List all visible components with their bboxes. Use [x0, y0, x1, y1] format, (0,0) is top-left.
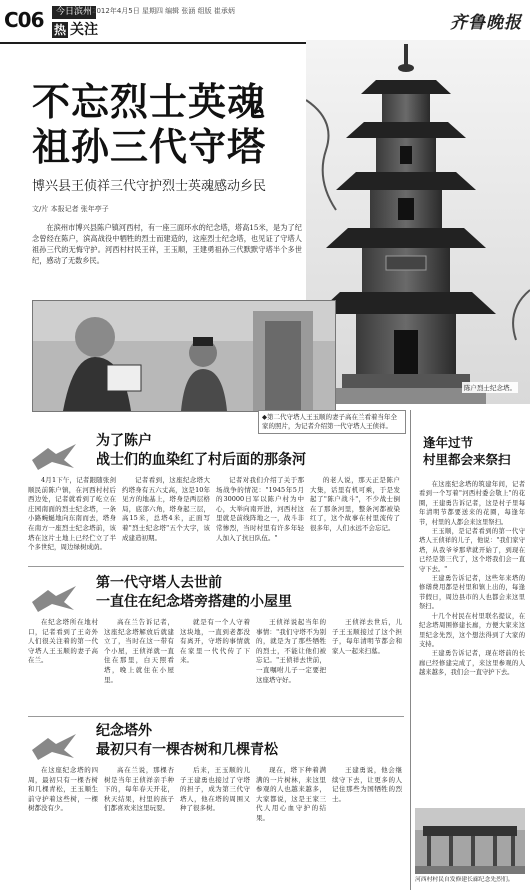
section-title: [52, 21, 98, 39]
headline-line-2: 祖孙三代守塔: [32, 125, 267, 169]
section-2-heading-line-2: 一直住在纪念塔旁搭建的小屋里: [96, 594, 292, 610]
section-1-icon: [28, 440, 80, 472]
section-tag: 今日滨州: [52, 6, 96, 19]
page-number: C06: [4, 8, 44, 32]
section-2-icon: [28, 582, 80, 614]
section-2-heading-line-1: 第一代守塔人去世前: [96, 575, 222, 591]
village-caption: 河西村村民自发修建长廊纪念先烈们。: [415, 877, 514, 883]
village-photo: [415, 808, 525, 874]
village-illustration: [415, 808, 525, 874]
sidebar-body: [419, 480, 525, 802]
section-3-col-1: 在这座纪念塔的四周，最初只有一棵杏树和几棵青松，王玉顺生前守护着这些树，一棵树都没有少。: [28, 766, 98, 813]
section-2-col-3: 就是有一个人守着这块地，一直到老都没有离开，守塔的事情就在家里一代代传了下来。: [180, 618, 250, 665]
sidebar-paragraph: 王玉顺，是记者看到的第一代守塔人王侦祥的儿子，他说："我们家守塔，从我爷爷那辈就开始了，到现在已经是第三代了，这个塔我们会一直守下去。": [419, 528, 525, 573]
section-title-rest: 关注: [70, 22, 98, 38]
masthead-logo: 齐鲁晚报: [450, 13, 522, 33]
sidebar-paragraph: 十几个村民在村里联名提议，在纪念塔周围修建长廊，方便大家来这里纪念先烈，这个想法得到了大家的支持。: [419, 612, 525, 648]
section-2-col-1: 在纪念塔所在地村口，记者看到了王奇外人们很关注着的第一代守塔人王玉顺的妻子高在兰。: [28, 618, 98, 665]
guardian-illustration: [33, 301, 335, 411]
guardian-caption: ◆第二代守塔人王玉顺的妻子高在兰看着当年全家的照片，为记者介绍第一代守塔人王侦祥。: [258, 410, 406, 434]
section-divider: [28, 716, 404, 717]
section-3-col-5: 王建勇说，他会继续守下去，让更多的人记住那些为国牺牲的烈士。: [332, 766, 402, 803]
sidebar-article: [410, 410, 527, 890]
section-2-heading: [96, 574, 386, 612]
sidebar-title: [423, 434, 527, 468]
section-3-heading-line-2: 最初只有一棵杏树和几棵青松: [96, 742, 278, 758]
guardian-photo: [32, 300, 336, 412]
pagoda-illustration: [306, 40, 530, 404]
section-3-heading-line-1: 纪念塔外: [96, 723, 152, 739]
section-1-col-2: 记者看到，这座纪念塔大约塔身有五六丈高，这是10年见方的地基上，塔身是两层格局，底部六角，塔身起三层，高15米，总塔4米，正面写着"烈士纪念塔"五个大字，该成建造初期。: [122, 476, 210, 542]
lede-paragraph: 在滨州市博兴县陈户镇河西村，有一座三面环水的纪念塔，塔高15米，是为了纪念曾经在陈户，滨高战役中牺牲的烈士而建造的，这座烈士纪念塔，也见证了守塔人祖孙三代的无悔守护。河西村村民王祥，王玉顺，王建勇祖孙三代默默守塔半个多世纪，感动了无数乡民。: [32, 223, 302, 265]
section-3-col-4: 现在，塔下种着满满的一片树林，来这里参观的人也越来越多，大家都说，这是王家三代人用心血守护的结果。: [256, 766, 326, 822]
page-header: [0, 0, 530, 44]
sidebar-title-line-1: 逢年过节: [423, 435, 474, 450]
sidebar-paragraph: 在这座纪念塔的筑建年间，记者看到一个写着"河西村委会敬上"的花圈，王建勇告诉记者，这是村子里每年清明节都要送来的花圈，每逢年节，村里的人都会来这里祭扫。: [419, 481, 525, 526]
section-1-heading-line-1: 为了陈户: [96, 433, 152, 449]
sidebar-paragraph: 王建勇告诉记者，现在塔前的长廊已经修建完成了，来这里参观的人越来越多，我们会一直守护下去。: [419, 650, 525, 677]
main-headline: [32, 80, 332, 170]
section-1-col-3: 记者对我们介绍了关于那场战争的情况："1945年5月的30000日军以陈户村为中心，大举向南开进，河西村这里就是前线阵地之一，战斗非常惨烈，当时村里有许多年轻人加入了抗日队伍。": [216, 476, 304, 542]
section-1-heading: [96, 432, 386, 470]
pagoda-photo: [306, 40, 530, 404]
sidebar-paragraph: 王建勇告诉记者，这些年来塔的修缮费用都是村里和镇上出的，每逢节假日，周边县市的人也都会来这里祭扫。: [419, 575, 525, 611]
section-1-heading-line-2: 战士们的血染红了村后面的那条河: [96, 452, 306, 468]
byline: 文/片 本报记者 张年亭子: [32, 205, 109, 213]
section-1-col-1: 4月1下午，记者跟随张剑顺民前陈户镇，在河西村村后西边处，记者就看到了屹立在庄园南面的烈士纪念塔，一条小路蜿蜒地向东南而去，塔身在南方一座烈士纪念塔前，该塔在这片土地上已经伫立了半个多世纪，周边绿树成荫。: [28, 476, 116, 552]
headline-line-1: 不忘烈士英魂: [32, 80, 267, 124]
sidebar-title-line-2: 村里都会来祭扫: [423, 452, 511, 467]
issue-meta: 2012年4月5日 星期四 编辑 张涵 组版 崔承炳: [92, 7, 235, 15]
section-divider: [28, 566, 404, 567]
section-2-col-2: 高在兰告诉记者，这座纪念塔解放后就建立了，当时在这一带有个小屋，王侦祥就一直住在那里，白天照看塔，晚上就住在小屋里。: [104, 618, 174, 684]
subheadline: 博兴县王侦祥三代守护烈士英魂感动乡民: [32, 179, 267, 194]
pagoda-caption: 陈户烈士纪念塔。: [464, 384, 516, 392]
section-3-col-2: 高在兰说，那棵杏树是当年王侦祥亲手种下的，每年春天开花，秋天结果，村里的孩子们都喜欢来这里玩耍。: [104, 766, 174, 813]
section-1-col-4: 的老人说，那天正是陈户大集，话里有机可乘，于是发起了"陈户战斗"，不少战士倒在了那条河里，整条河都被染红了，这个故事在村里流传了很多年，人们永远不会忘记。: [310, 476, 400, 532]
section-3-col-3: 后来，王玉顺的儿子王建勇也接过了守塔的担子，成为第三代守塔人，他在塔的周围又种了很多树。: [180, 766, 250, 813]
section-2-col-5: 王侦祥去世后，儿子王玉顺接过了这个担子，每年清明节都会和家人一起来扫墓。: [332, 618, 402, 655]
section-2-col-4: 王侦祥说起当年的事情："我们守塔不为别的，就是为了那些牺牲的烈士，不能让他们被忘记。"王侦祥去世前，一直嘱咐儿子一定要把这座塔守好。: [256, 618, 326, 684]
section-3-icon: [28, 730, 80, 762]
hot-badge: 热: [53, 23, 66, 37]
section-3-heading: [96, 722, 386, 760]
